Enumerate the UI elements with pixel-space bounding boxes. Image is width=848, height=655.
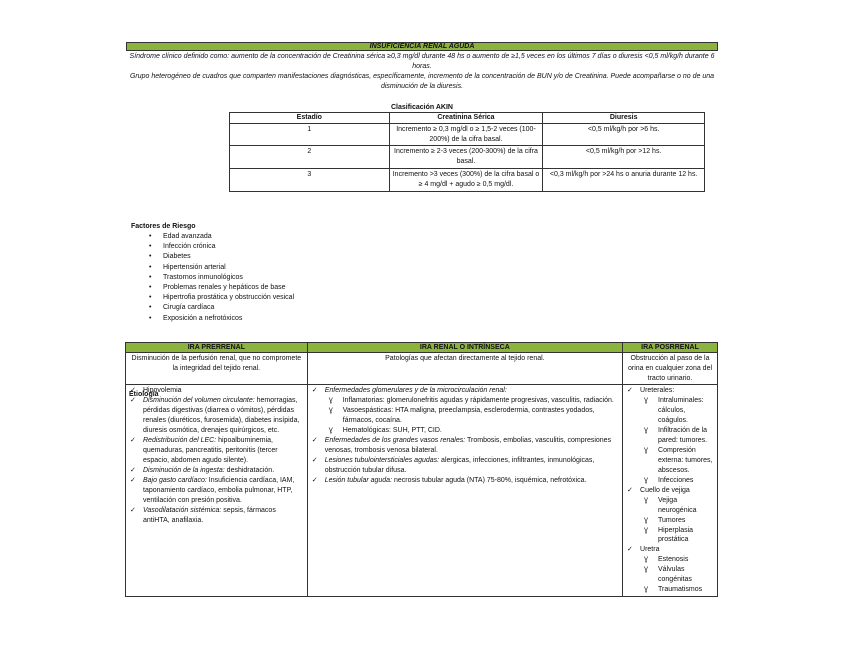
renal-item	[311, 456, 619, 476]
akin-header-row	[230, 113, 705, 124]
intro-definition	[126, 52, 718, 93]
etiology-description-row	[126, 353, 718, 385]
risk-factor-item: • Hipertrofia prostática y obstrucción vesical	[163, 293, 531, 303]
etiology-content-row	[126, 385, 718, 597]
akin-title: Clasificación AKIN	[391, 104, 453, 111]
posrrenal-subitem: Ɣ Vejiga neurogénica	[640, 496, 714, 516]
renal-item	[311, 386, 619, 436]
header-posrrenal: IRA POSRRENAL	[623, 343, 718, 353]
risk-factors-list	[131, 232, 531, 324]
risk-factors-title: Factores de Riesgo	[131, 223, 196, 230]
posrrenal-item	[626, 545, 714, 595]
prerrenal-item-text: deshidratación.	[226, 466, 275, 474]
risk-factor-item: • Edad avanzada	[163, 232, 531, 242]
prerrenal-list	[129, 386, 304, 525]
akin-cell-diuresis: <0,3 ml/kg/h por >24 hs o anuria durante 12 hs.	[543, 168, 705, 191]
renal-group-text: Trombosis, embolias, vasculitis, compresiones venosas, trombosis venosa bilateral.	[324, 437, 612, 455]
prerrenal-item	[129, 436, 304, 466]
renal-group-text: alergicas, infecciones, infiltrantes, inmunológicas, obstrucción tubular difusa.	[324, 456, 595, 474]
intro-paragraph-2: Grupo heterogéneo de cuadros que comparten manifestaciones diagnósticas, específicamente, incremento de la concentración de BUN y/o de Creatinina. Puede acompañarse o no de una disminución de la diuresis.	[129, 73, 715, 90]
risk-factor-item: • Diabetes	[163, 252, 531, 262]
title-text: INSUFICIENCIA RENAL AGUDA	[369, 43, 475, 50]
akin-cell-creatinina: Incremento >3 veces (300%) de la cifra basal o ≥ 4 mg/dl + agudo ≥ 0,5 mg/dl.	[389, 168, 543, 191]
posrrenal-subitem: Ɣ Hiperplasia prostática	[640, 526, 714, 546]
posrrenal-subitem: Ɣ Infiltración de la pared: tumores.	[640, 426, 714, 446]
renal-item	[311, 476, 619, 486]
renal-sublist	[325, 396, 619, 436]
document-title	[126, 42, 718, 51]
akin-cell-stage: 1	[230, 123, 390, 146]
risk-factor-item: • Infección crónica	[163, 242, 531, 252]
posrrenal-sublist	[640, 496, 714, 546]
akin-cell-stage: 3	[230, 168, 390, 191]
posrrenal-list	[626, 386, 714, 595]
risk-factors-section	[131, 222, 531, 324]
prerrenal-item	[129, 476, 304, 506]
posrrenal-item	[626, 386, 714, 485]
akin-row-1	[230, 123, 705, 146]
posrrenal-group-label: Ureterales:	[640, 387, 675, 395]
prerrenal-item-label: Redistribución del LEC:	[143, 437, 217, 445]
renal-group-text: necrosis tubular aguda (NTA) 75-80%, isquémica, nefrotóxica.	[393, 476, 587, 484]
posrrenal-subitem: Ɣ Intraluminales: cálculos, coágulos.	[640, 396, 714, 426]
posrrenal-sublist	[640, 555, 714, 595]
akin-row-3	[230, 168, 705, 191]
prerrenal-item	[129, 396, 304, 436]
prerrenal-item-text: sepsis, fármacos antiHTA, anafilaxia.	[143, 506, 276, 524]
etiology-header-row	[126, 343, 718, 353]
posrrenal-subitem: Ɣ Tumores	[640, 516, 714, 526]
prerrenal-item-label: Vasodilatación sistémica:	[143, 506, 222, 514]
renal-group-label: Lesión tubular aguda:	[324, 476, 393, 484]
akin-header-creatinina: Creatinina Sérica	[389, 113, 543, 124]
renal-subitem: Ɣ Vasoespásticas: HTA maligna, preeclampsia, esclerodermia, contrastes yodados, fármacos, cocaína.	[325, 406, 619, 426]
prerrenal-item-label: Bajo gasto cardíaco:	[143, 476, 207, 484]
renal-causes	[307, 385, 622, 597]
posrrenal-item	[626, 486, 714, 546]
akin-cell-diuresis: <0,5 ml/kg/h por >6 hs.	[543, 123, 705, 146]
renal-item	[311, 436, 619, 456]
prerrenal-item-label: Disminución del volumen circulante:	[143, 397, 255, 405]
desc-renal: Patologías que afectan directamente al tejido renal.	[307, 353, 622, 385]
risk-factor-item: • Hipertensión arterial	[163, 263, 531, 273]
renal-list	[311, 386, 619, 485]
posrrenal-group-label: Cuello de vejiga	[640, 486, 690, 494]
akin-cell-stage: 2	[230, 146, 390, 169]
akin-row-2	[230, 146, 705, 169]
akin-cell-diuresis: <0,5 ml/kg/h por >12 hs.	[543, 146, 705, 169]
renal-group-label: Enfermedades glomerulares y de la microcirculación renal:	[324, 387, 507, 395]
prerrenal-item	[129, 386, 304, 396]
akin-header-diuresis: Diuresis	[543, 113, 705, 124]
prerrenal-item-text: Insuficiencia cardíaca, IAM, taponamiento cardíaco, embolia pulmonar, HTP, ventilación con presión positiva.	[143, 476, 295, 504]
prerrenal-item-text: hemorragias, pérdidas digestivas (diarrea o vómitos), pérdidas renales (diuréticos, furosemida), diabetes insípida, diuresis osmótica, drenajes quirúrgicos, etc.	[143, 397, 300, 435]
prerrenal-item-label: Hipovolemia	[143, 387, 182, 395]
posrrenal-subitem: Ɣ Compresión externa: tumores, abscesos.	[640, 446, 714, 476]
akin-header-estadio: Estadío	[230, 113, 390, 124]
header-renal: IRA RENAL O INTRÍNSECA	[307, 343, 622, 353]
renal-group-label: Lesiones tubulointersticiales agudas:	[324, 456, 440, 464]
renal-group-label: Enfermedades de los grandes vasos renales:	[324, 437, 466, 445]
posrrenal-sublist	[640, 396, 714, 485]
akin-cell-creatinina: Incremento ≥ 0,3 mg/dl o ≥ 1,5-2 veces (100-200%) de la cifra basal.	[389, 123, 543, 146]
intro-paragraph-1: Síndrome clínico definido como: aumento de la concentración de Creatinina sérica ≥0,3 mg/dl durante 48 hs o aumento de ≥1,5 veces en los últimos 7 días o diuresis <0,5 ml/kg/h durante 6 horas.	[129, 53, 715, 70]
posrrenal-causes	[623, 385, 718, 597]
risk-factor-item: • Problemas renales y hepáticos de base	[163, 283, 531, 293]
risk-factor-item: • Cirugía cardíaca	[163, 303, 531, 313]
renal-subitem: Ɣ Hematológicas: SUH, PTT, CID.	[325, 426, 619, 436]
prerrenal-item-label: Disminución de la ingesta:	[143, 466, 225, 474]
desc-prerrenal: Disminución de la perfusión renal, que no compromete la integridad del tejido renal.	[126, 353, 308, 385]
posrrenal-subitem: Ɣ Válvulas congénitas	[640, 565, 714, 585]
risk-factor-item: • Exposición a nefrotóxicos	[163, 314, 531, 324]
desc-posrrenal: Obstrucción al paso de la orina en cualquier zona del tracto urinario.	[623, 353, 718, 385]
posrrenal-subitem: Ɣ Estenosis	[640, 555, 714, 565]
renal-subitem: Ɣ Inflamatorias: glomerulonefritis agudas y rápidamente progresivas, vasculitis, radiación.	[325, 396, 619, 406]
posrrenal-subitem: Ɣ Traumatismos	[640, 585, 714, 595]
risk-factor-item: • Trastornos inmunológicos	[163, 273, 531, 283]
header-prerrenal: IRA PRERRENAL	[126, 343, 308, 353]
etiologia-label: Etiología	[129, 391, 159, 398]
prerrenal-item	[129, 466, 304, 476]
posrrenal-group-label: Uretra	[640, 546, 660, 554]
akin-table	[229, 112, 705, 192]
akin-cell-creatinina: Incremento ≥ 2-3 veces (200-300%) de la cifra basal.	[389, 146, 543, 169]
prerrenal-item-text: hipoalbuminemia, quemaduras, pancreatitis, peritonitis (tercer espacio, abdomen agudo silente).	[143, 437, 278, 464]
prerrenal-item	[129, 506, 304, 526]
etiology-table	[125, 342, 718, 597]
posrrenal-subitem: Ɣ Infecciones	[640, 476, 714, 486]
prerrenal-causes	[126, 385, 308, 597]
